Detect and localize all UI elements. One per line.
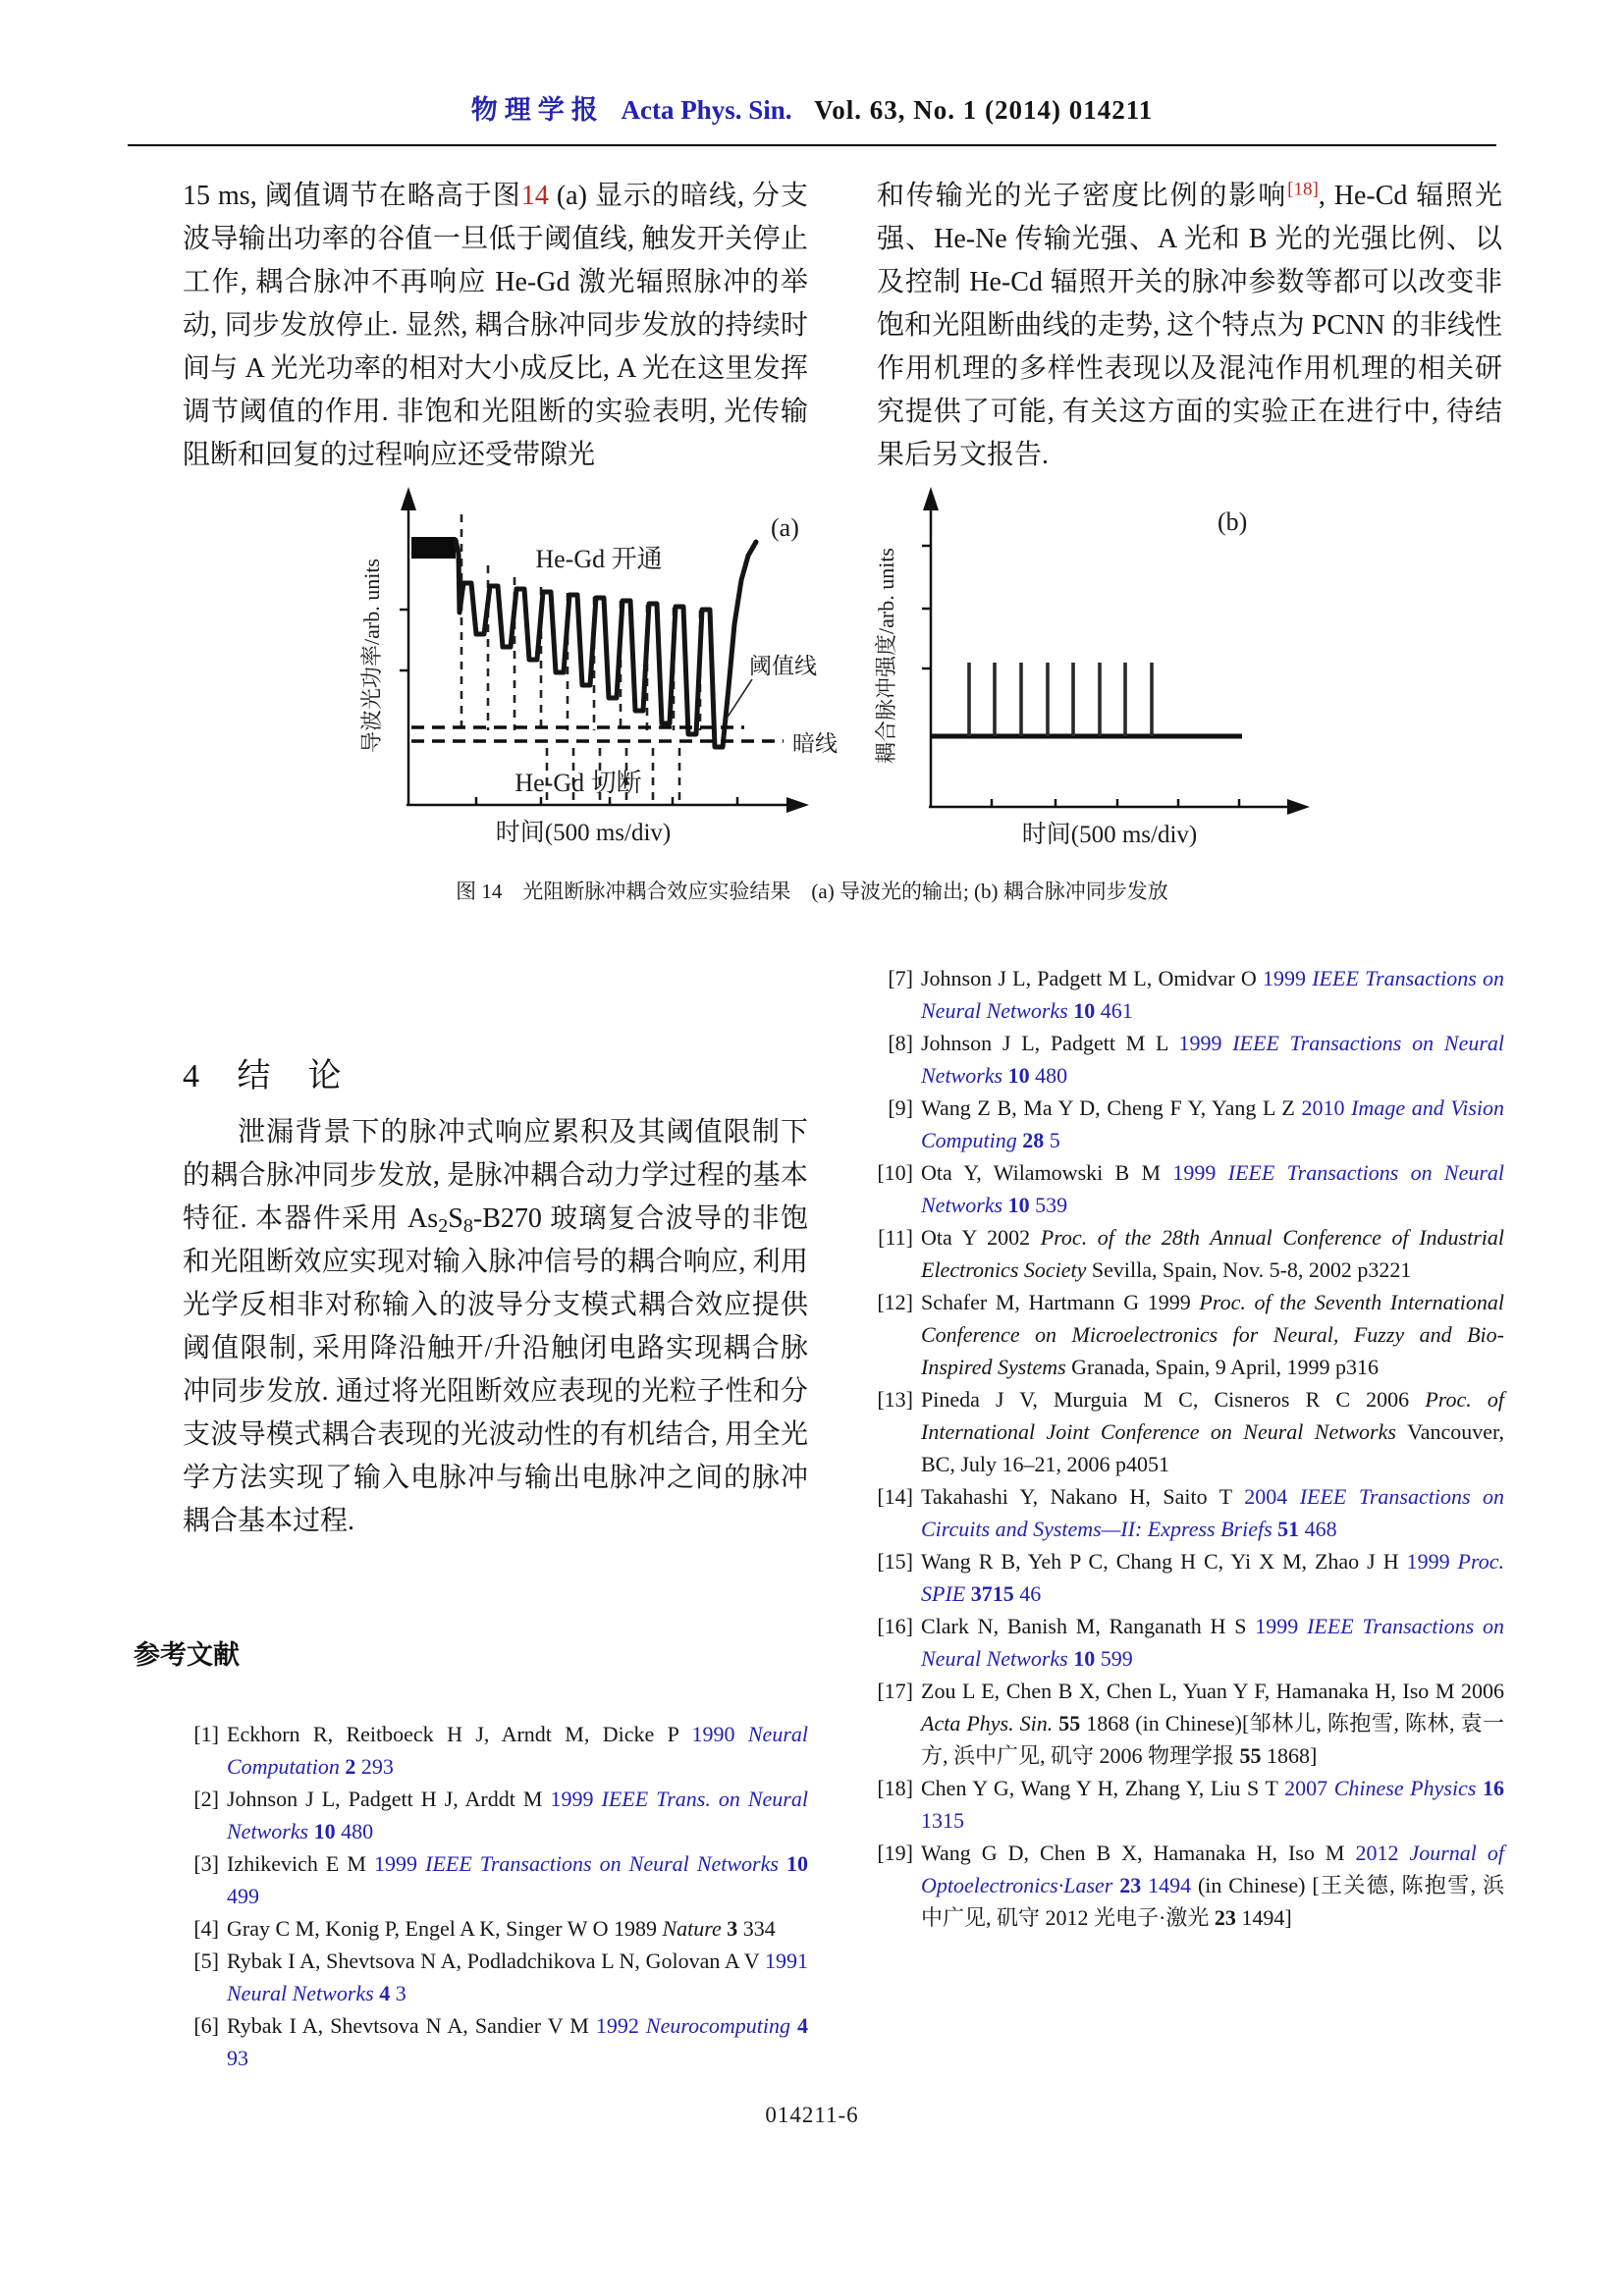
reference-link-text[interactable]: 23 [1119, 1873, 1142, 1897]
reference-link-text[interactable]: 1999 [1172, 1160, 1228, 1185]
reference-link-text[interactable]: 10 [786, 1851, 809, 1876]
reference-link-text[interactable]: 1999 [1178, 1031, 1233, 1055]
reference-item [877, 1286, 1504, 1383]
panel-b-pulse-train [969, 663, 1152, 736]
reference-link-text[interactable]: 539 [1029, 1193, 1068, 1217]
reference-number: [9] [888, 1095, 913, 1120]
text-segment: Proc. of the 28th Annual Conference of Industrial Electronics Society [921, 1225, 1504, 1282]
reference-link-text[interactable]: 2004 [1244, 1484, 1300, 1509]
text-segment: Rybak I A, Shevtsova N A, Sandier V M [227, 2013, 596, 2038]
reference-item [877, 1027, 1504, 1092]
reference-text [921, 1031, 1504, 1088]
section-heading-conclusion [183, 1048, 344, 1096]
journal-title-cn: 物理学报 [470, 95, 605, 125]
reference-item [183, 1783, 808, 1847]
reference-link-text[interactable]: 1494 [1141, 1873, 1192, 1897]
reference-link-text[interactable]: 1999 [1406, 1549, 1458, 1574]
reference-link-text[interactable]: 1999 [550, 1787, 602, 1811]
panel-a-xlabel: 时间(500 ms/div) [495, 820, 672, 846]
reference-link-text[interactable]: 46 [1013, 1581, 1042, 1606]
reference-number: [14] [877, 1484, 913, 1509]
reference-number: [12] [877, 1290, 913, 1314]
reference-text [921, 1841, 1504, 1930]
reference-link-text[interactable]: Image and Vision Computing [921, 1095, 1505, 1152]
citation-link[interactable]: 14 [520, 181, 549, 211]
text-segment: 泄漏背景下的脉冲式响应累积及其阈值限制下的耦合脉冲同步发放, 是脉冲耦合动力学过程的基本特征. 本器件采用 As [183, 1117, 808, 1234]
body-paragraph-right [877, 175, 1502, 477]
reference-item [183, 1847, 808, 1912]
reference-link-text[interactable]: 2 [345, 1754, 356, 1779]
reference-item [183, 2009, 808, 2074]
references-column-right [877, 962, 1504, 1934]
text-segment: Wang G D, Chen B X, Hamanaka H, Iso M [921, 1841, 1356, 1865]
reference-link-text[interactable]: 1315 [921, 1808, 964, 1833]
panel-b-ylabel: 耦合脉冲强度/arb. units [874, 548, 898, 764]
reference-number: [7] [888, 966, 913, 990]
reference-item [877, 1480, 1504, 1545]
journal-header [0, 88, 1624, 127]
reference-link-text[interactable]: 293 [355, 1754, 394, 1779]
text-segment: 1868 (in Chinese)[邹林儿, 陈抱雪, 陈林, 袁一方, 浜中广见, 矶守 2006 物理学报 [921, 1711, 1504, 1768]
citation-link[interactable]: [18] [1287, 179, 1319, 200]
reference-link-text[interactable]: 10 [1073, 998, 1096, 1023]
page-number: 014211-6 [765, 2103, 859, 2127]
reference-number: [6] [193, 2013, 219, 2038]
text-segment: Johnson J L, Padgett M L [921, 1031, 1179, 1055]
text-segment: Wang R B, Yeh P C, Chang H C, Yi X M, Zhao J H [921, 1549, 1407, 1574]
reference-text [921, 1160, 1504, 1217]
reference-text [921, 1679, 1504, 1768]
reference-link-text[interactable]: 1990 [691, 1722, 748, 1746]
panel-b-xlabel: 时间(500 ms/div) [1021, 822, 1198, 848]
reference-link-text[interactable]: 2007 [1284, 1776, 1334, 1800]
reference-link-text[interactable]: Neurocomputing [645, 2013, 797, 2038]
reference-number: [10] [877, 1160, 913, 1185]
reference-link-text[interactable]: 480 [335, 1819, 374, 1843]
text-segment: Proc. of International Joint Conference on Neural Networks [921, 1387, 1504, 1444]
text-segment: Pineda J V, Murguia M C, Cisneros R C 2006 [921, 1387, 1426, 1412]
reference-number: [15] [877, 1549, 913, 1574]
reference-link-text[interactable]: 5 [1044, 1128, 1060, 1152]
reference-link-text[interactable]: IEEE Transactions on Neural Networks [425, 1851, 787, 1876]
reference-item [877, 962, 1504, 1027]
text-segment: 2 [438, 1215, 449, 1238]
reference-link-text[interactable]: 10 [1007, 1063, 1030, 1088]
reference-link-text[interactable]: IEEE Trans. on Neural Networks [227, 1787, 808, 1843]
reference-text [921, 1549, 1504, 1606]
panel-b-yaxis-arrow [923, 487, 939, 510]
section-title: 结 论 [237, 1058, 344, 1095]
reference-link-text[interactable]: 4 [797, 2013, 808, 2038]
reference-item [877, 1092, 1504, 1156]
text-segment: , He-Cd 辐照光强、He-Ne 传输光强、A 光和 B 光的光强比例、以及控制 He-Cd 辐照开关的脉冲参数等都可以改变非饱和光阻断曲线的走势, 这个特点为 PCNN 的非线性作用机理的多样性表现以及混沌作用机理的相关研究提供了可能, 有关这方面的实验正在进行中, 待结果后另文报告. [877, 181, 1502, 470]
reference-text [227, 1722, 808, 1779]
reference-link-text[interactable]: 10 [313, 1819, 336, 1843]
reference-link-text[interactable]: 461 [1095, 998, 1133, 1023]
reference-link-text[interactable]: 93 [227, 2046, 248, 2070]
text-segment: Ota Y 2002 [921, 1225, 1041, 1250]
reference-link-text[interactable]: Journal of Optoelectronics·Laser [921, 1841, 1504, 1897]
panel-a-threshold-label: 阈值线 [749, 654, 817, 678]
reference-link-text[interactable]: 1999 [374, 1851, 426, 1876]
panel-b-axes [922, 503, 1294, 808]
reference-link-text[interactable]: IEEE Transactions on Neural Networks [921, 1614, 1504, 1671]
text-segment: -B270 玻璃复合波导的非饱和光阻断效应实现对输入脉冲信号的耦合响应, 利用光学反相非对称输入的波导分支模式耦合效应提供阈值限制, 采用降沿触开/升沿触闭电路实现耦合脉冲同步发放. 通过将光阻断效应表现的光粒子性和分支波导模式耦合表现的光波动性的有机结合, 用全光学方法实现了输入电脉冲与输出电脉冲之间的脉冲耦合基本过程. [183, 1203, 808, 1536]
text-segment: 55 [1239, 1743, 1262, 1768]
reference-link-text[interactable]: 2012 [1355, 1841, 1410, 1865]
reference-number: [3] [193, 1851, 219, 1876]
text-segment: Acta Phys. Sin. [921, 1711, 1059, 1735]
reference-link-text[interactable]: IEEE Transactions on Neural Networks [921, 966, 1505, 1023]
reference-link-text[interactable]: 28 [1022, 1128, 1045, 1152]
reference-text [227, 1851, 808, 1908]
text-segment: (a) 显示的暗线, 分支波导输出功率的谷值一旦低于阈值线, 触发开关停止工作, 耦合脉冲不再响应 He-Gd 激光辐照脉冲的举动, 同步发放停止. 显然, 耦合脉冲同步发放的持续时间与 A 光光功率的相对大小成反比, A 光在这里发挥调节阈值的作用. 非饱和光阻断的实验表明, 光传输阻断和回复的过程响应还受带隙光 [183, 181, 808, 470]
panel-a-off-annotation: He-Gd 切断 [514, 769, 642, 797]
reference-link-text[interactable]: Chinese Physics [1333, 1776, 1483, 1800]
reference-link-text[interactable]: 499 [227, 1884, 259, 1908]
reference-item [877, 1156, 1504, 1221]
panel-a-tag: (a) [771, 513, 799, 542]
reference-item [877, 1545, 1504, 1610]
reference-link-text[interactable]: 1999 [1263, 966, 1313, 990]
panel-a-xaxis-arrow [786, 797, 809, 813]
text-segment: Sevilla, Spain, Nov. 5-8, 2002 p3221 [1091, 1257, 1412, 1282]
journal-issue-info: Vol. 63, No. 1 (2014) 014211 [814, 95, 1154, 125]
reference-text [921, 1484, 1504, 1541]
references-heading: 参考文献 [134, 1640, 240, 1670]
reference-link-text[interactable]: 1991 [765, 1949, 808, 1973]
reference-item [183, 1912, 808, 1945]
text-segment: Takahashi Y, Nakano H, Saito T [921, 1484, 1245, 1509]
text-segment: Ota Y, Wilamowski B M [921, 1160, 1173, 1185]
reference-text [921, 1776, 1504, 1833]
reference-link-text[interactable]: 10 [1073, 1646, 1096, 1671]
reference-item [877, 1837, 1504, 1934]
reference-link-text[interactable]: 2010 [1301, 1095, 1352, 1120]
reference-number: [18] [877, 1776, 913, 1800]
reference-link-text[interactable]: 16 [1483, 1776, 1504, 1800]
text-segment: Izhikevich E M [227, 1851, 375, 1876]
panel-a-dark-label: 暗线 [792, 731, 838, 756]
text-segment: 3 [727, 1916, 738, 1941]
panel-a-yaxis-arrow [401, 487, 416, 510]
figure14-caption: 图 14 光阻断脉冲耦合效应实验结果 (a) 导波光的输出; (b) 耦合脉冲同步发放 [456, 880, 1168, 903]
text-segment: Granada, Spain, 9 April, 1999 p316 [1071, 1355, 1380, 1379]
reference-link-text[interactable]: 599 [1095, 1646, 1133, 1671]
reference-link-text[interactable]: 3715 [970, 1581, 1014, 1606]
text-segment: Chen Y G, Wang Y H, Zhang Y, Liu S T [921, 1776, 1285, 1800]
figure14-panel-b [864, 467, 1394, 868]
text-segment: S [448, 1203, 463, 1234]
reference-text [921, 1614, 1504, 1671]
text-segment: 8 [462, 1215, 473, 1238]
reference-number: [1] [193, 1722, 219, 1746]
text-segment: 1494] [1235, 1905, 1292, 1930]
reference-link-text[interactable]: IEEE Transactions on Circuits and Systems—II: Express Briefs [921, 1484, 1505, 1541]
text-segment: 和传输光的光子密度比例的影响 [877, 181, 1288, 211]
text-segment: Wang Z B, Ma Y D, Cheng F Y, Yang L Z [921, 1095, 1302, 1120]
text-segment: Rybak I A, Shevtsova N A, Podladchikova L N, Golovan A V [227, 1949, 765, 1973]
reference-item [183, 1718, 808, 1783]
reference-text [921, 966, 1504, 1023]
reference-link-text[interactable]: 1999 [1255, 1614, 1308, 1638]
reference-item [877, 1383, 1504, 1480]
reference-link-text[interactable]: 1992 [595, 2013, 646, 2038]
reference-link-text[interactable]: IEEE Transactions on Neural Networks [921, 1031, 1505, 1088]
reference-link-text[interactable]: 4 [379, 1981, 391, 2005]
text-segment: 334 [737, 1916, 776, 1941]
body-paragraph-left [183, 175, 808, 477]
text-segment: Johnson J L, Padgett H J, Arddt M [227, 1787, 551, 1811]
text-segment: Johnson J L, Padgett M L, Omidvar O [921, 966, 1263, 990]
reference-link-text[interactable]: Proc. SPIE [921, 1549, 1504, 1606]
header-rule [128, 144, 1496, 146]
reference-number: [2] [193, 1787, 219, 1811]
panel-b-xaxis-arrow [1287, 799, 1310, 815]
journal-title-en: Acta Phys. Sin. [621, 95, 792, 125]
reference-item [877, 1675, 1504, 1772]
text-segment: Schafer M, Hartmann G 1999 [921, 1290, 1200, 1314]
reference-number: [5] [193, 1949, 219, 1973]
text-segment: Nature [662, 1916, 728, 1941]
reference-number: [19] [877, 1841, 913, 1865]
reference-number: [13] [877, 1387, 913, 1412]
reference-link-text[interactable]: 3 [390, 1981, 406, 2005]
reference-number: [16] [877, 1614, 913, 1638]
text-segment: Vancouver, BC, July 16–21, 2006 p4051 [921, 1419, 1504, 1476]
reference-link-text[interactable]: 10 [1007, 1193, 1030, 1217]
reference-text [921, 1290, 1504, 1379]
text-segment: Zou L E, Chen B X, Chen L, Yuan Y F, Hamanaka H, Iso M 2006 [921, 1679, 1504, 1703]
reference-number: [4] [193, 1916, 219, 1941]
reference-link-text[interactable]: Neural Networks [227, 1981, 380, 2005]
references-column-left [183, 1718, 808, 2074]
text-segment: 55 [1058, 1711, 1081, 1735]
text-segment: 15 ms, 阈值调节在略高于图 [183, 181, 521, 211]
reference-link-text[interactable]: Neural Computation [227, 1722, 808, 1779]
reference-text [227, 2013, 808, 2070]
reference-item [183, 1945, 808, 2009]
reference-text [227, 1787, 808, 1843]
reference-text [921, 1095, 1504, 1152]
panel-a-on-annotation: He-Gd 开通 [535, 545, 663, 573]
reference-number: [11] [878, 1225, 913, 1250]
reference-link-text[interactable]: IEEE Transactions on Neural Networks [921, 1160, 1505, 1217]
reference-text [921, 1387, 1504, 1476]
text-segment: Proc. of the Seventh International Conference on Microelectronics for Neural, Fuzzy and Bio-Inspired Systems [921, 1290, 1504, 1379]
text-segment: 1868] [1261, 1743, 1318, 1768]
text-segment: Eckhorn R, Reitboeck H J, Arndt M, Dicke P [227, 1722, 692, 1746]
text-segment: (in Chinese) [王关德, 陈抱雪, 浜中广见, 矶守 2012 光电子·激光 [921, 1873, 1505, 1930]
figure14-panel-a [253, 467, 842, 868]
section-number: 4 [183, 1058, 199, 1095]
reference-number: [17] [877, 1679, 913, 1703]
text-segment: Clark N, Banish M, Ranganath H S [921, 1614, 1256, 1638]
reference-item [877, 1772, 1504, 1837]
conclusion-paragraph [183, 1111, 808, 1543]
reference-item [877, 1221, 1504, 1286]
text-segment: 23 [1214, 1905, 1236, 1930]
reference-text [227, 1916, 776, 1941]
reference-number: [8] [888, 1031, 913, 1055]
panel-b-tag: (b) [1218, 507, 1248, 536]
text-segment: Gray C M, Konig P, Engel A K, Singer W O 1989 [227, 1916, 663, 1941]
reference-link-text[interactable]: 480 [1029, 1063, 1068, 1088]
reference-link-text[interactable]: 51 [1277, 1517, 1300, 1541]
reference-item [877, 1610, 1504, 1675]
reference-text [227, 1949, 808, 2005]
reference-text [921, 1225, 1504, 1282]
panel-a-ylabel: 导波光功率/arb. units [359, 559, 384, 753]
reference-link-text[interactable]: 468 [1299, 1517, 1337, 1541]
